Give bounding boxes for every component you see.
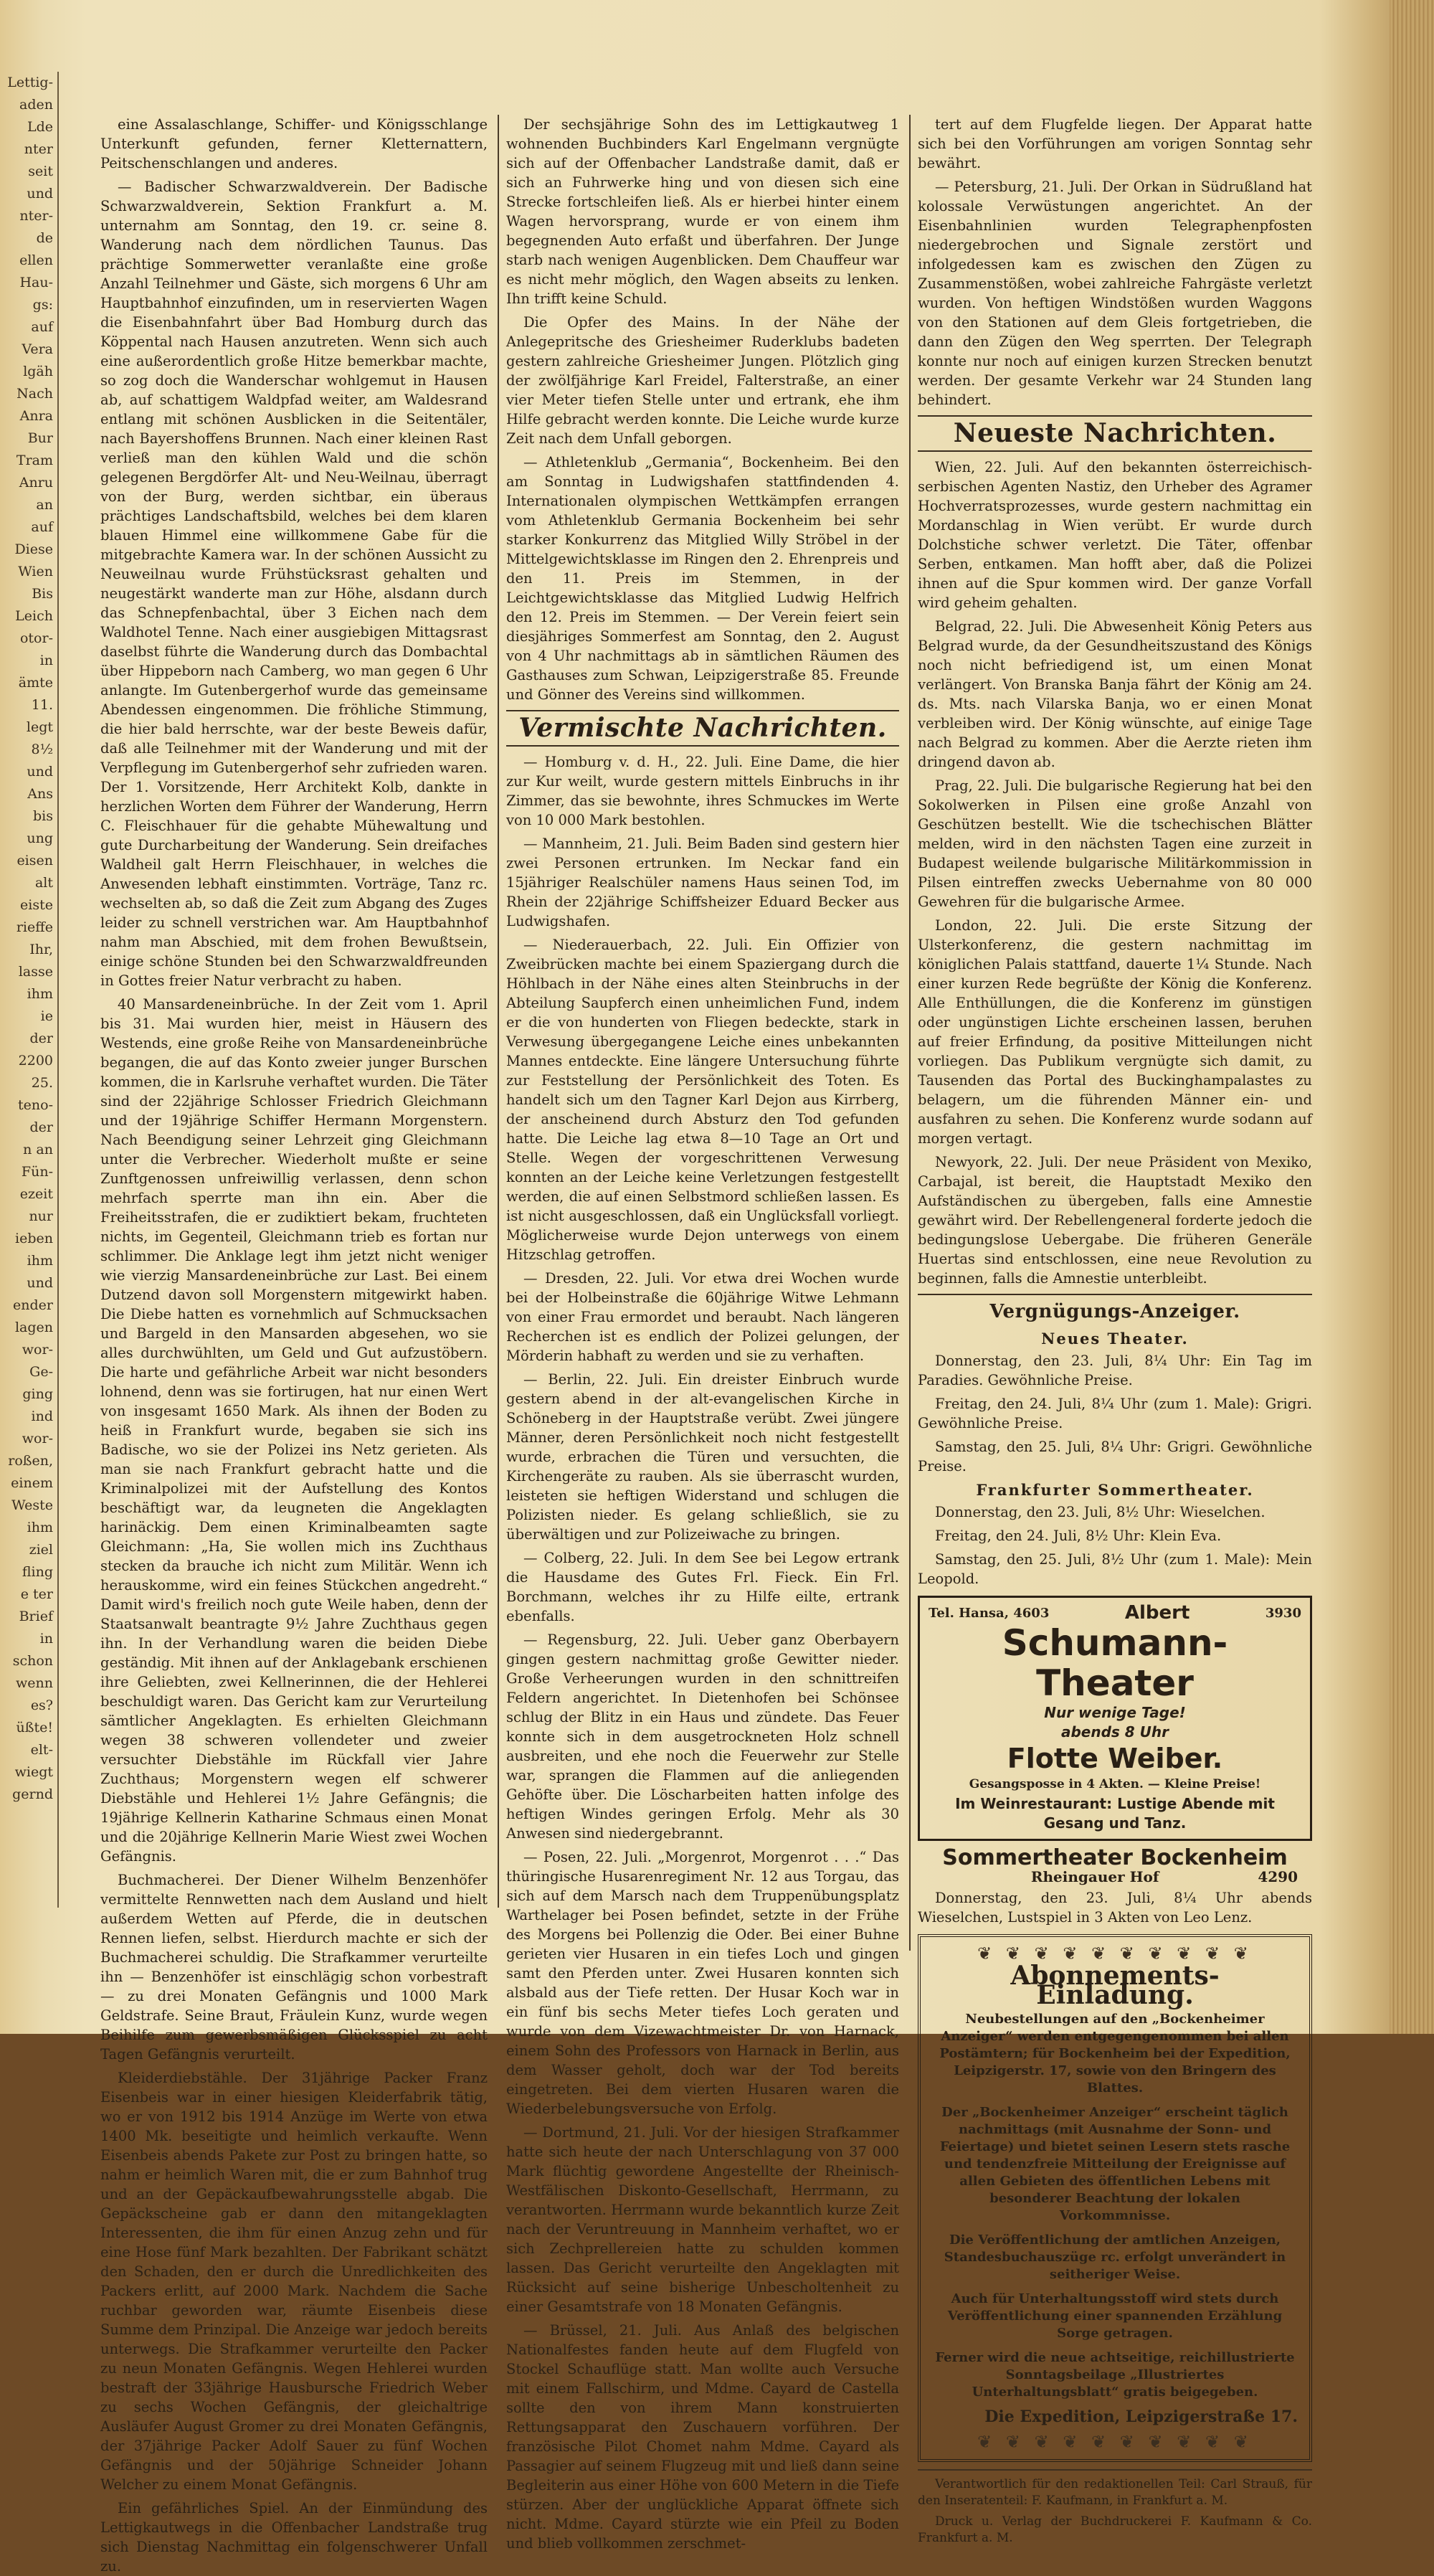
previous-page-word: ihm — [27, 1520, 53, 1535]
ad2-number: 4290 — [1258, 1868, 1298, 1885]
news-item: — Niederauerbach, 22. Juli. Ein Offizier von Zweibrücken machte bei einem Spaziergang durch die Höhlbach in der Nähe eines alten Steinbruchs in der Abteilung Saupferch einen unheimlichen Fund, indem er die von hunderten von Fliegen bedeckte, stark in Verwesung übergegangene Leiche eines unbekannten Mannes entdeckte. Eine längere Untersuchung führte zur Feststellung der Persönlichkeit des Toten. Es handelt sich um den Tagner Karl Dejon aus Kirrberg, der anscheinend durch Absturz den Tod gefunden hatte. Die Leiche lag etwa 8—10 Tage an Ort und Stelle. Wegen der vorgeschrittenen Verwesung konnten an der Leiche keine Verletzungen festgestellt werden, die auf einen Selbstmord schließen lassen. Es ist nicht ausgeschlossen, daß ein Unglücksfall vorliegt. Möglicherweise wurde Dejon unterwegs von einem Hitzschlag getroffen. — [506, 937, 899, 1263]
subscription-paragraph: Der „Bockenheimer Anzeiger“ erscheint täglich nachmittags (mit Ausnahme der Sonn- und Feiertage) und bietet seinen Lesern stets rasche und tendenzfreie Mitteilung der Ereignisse auf allen Gebieten des öffentlichen Lebens mit besonderer Beachtung der lokalen Vorkommnisse. — [939, 2105, 1291, 2223]
ornament-border: ❦ ❦ ❦ ❦ ❦ ❦ ❦ ❦ ❦ ❦ — [977, 1943, 1253, 1964]
theater-name-neues: Neues Theater. — [1041, 1330, 1189, 1348]
previous-page-word: Anra — [19, 408, 53, 424]
previous-page-word: ung — [27, 830, 53, 846]
ad-line1: Albert — [1124, 1602, 1190, 1624]
program-line: Freitag, den 24. Juli, 8½ Uhr: Klein Eva. — [935, 1528, 1222, 1544]
previous-page-word: wiegt — [14, 1764, 53, 1780]
subscription-paragraph: Die Veröffentlichung der amtlichen Anzeigen, Standesbuchauszüge rc. erfolgt unverändert in seitheriger Weise. — [944, 2232, 1286, 2282]
subscription-paragraph: Neubestellungen auf den „Bockenheimer Anzeiger“ werden entgegengenommen bei allen Postämtern; für Bockenheim bei der Expedition, Leipzigerstr. 17, sowie von den Bringern des Blattes. — [939, 2012, 1291, 2096]
section-rule — [506, 710, 899, 711]
news-item: Belgrad, 22. Juli. Die Abwesenheit König Peters aus Belgrad wurde, da der Gesundheitszustand des Königs noch nicht befriedigend ist, um einen Monat verlängert. Von Branska Banja fährt der König am 24. ds. Mts. nach Vilarska Banja, wo er einen Monat verbleiben wird. Der König wünschte, auf einige Tage nach Belgrad zu kommen. Aber die Aerzte rieten ihm dringend davon ab. — [918, 618, 1312, 770]
program-line: Freitag, den 24. Juli, 8¼ Uhr (zum 1. Male): Grigri. Gewöhnliche Preise. — [918, 1396, 1312, 1431]
previous-page-word: nter- — [19, 208, 53, 224]
previous-page-word: lgäh — [23, 364, 53, 379]
program-line: Samstag, den 25. Juli, 8½ Uhr (zum 1. Male): Mein Leopold. — [918, 1551, 1312, 1587]
ad-schumann-theater — [918, 1596, 1312, 1841]
news-item: — Berlin, 22. Juli. Ein dreister Einbruch wurde gestern abend in der alt-evangelischen Kirche in Schöneberg in der Hauptstraße verübt. Zwei jüngere Männer, deren Persönlichkeit noch nicht festgestellt wurde, erbrachen die Türen und versuchten, die Kirchengeräte zu rauben. Als sie überrascht wurden, leisteten sie heftigen Widerstand und schlugen die Polizisten nieder. Es gelang schließlich, sie zu überwältigen und zur Polizeiwache zu bringen. — [506, 1371, 899, 1543]
previous-page-word: Ge- — [29, 1364, 53, 1380]
program-line: Samstag, den 25. Juli, 8¼ Uhr: Grigri. Gewöhnliche Preise. — [918, 1439, 1312, 1474]
previous-page-word: Fün- — [21, 1164, 53, 1180]
news-item: — Mannheim, 21. Juli. Beim Baden sind gestern hier zwei Personen ertrunken. Im Neckar fand ein 15jähriger Realschüler namens Haus seinen Tod, im Rhein der 22jährige Schiffsheizer Eduard Becker aus Ludwigshafen. — [506, 835, 899, 929]
imprint — [918, 2476, 1312, 2547]
section-rule — [918, 2469, 1312, 2471]
previous-page-word: rieffe — [16, 919, 53, 935]
ad2-text: Donnerstag, den 23. Juli, 8¼ Uhr abends Wieselchen, Lustspiel in 3 Akten von Leo Lenz. — [918, 1890, 1312, 1926]
previous-page-word: wenn — [16, 1675, 53, 1691]
subscription-paragraph: Auch für Unterhaltungsstoff wird stets durch Veröffentlichung einer spannenden Erzählung Sorge getragen. — [947, 2291, 1283, 2341]
previous-page-word: der — [29, 1119, 53, 1135]
ad-sommertheater-bockenheim — [918, 1845, 1312, 1927]
previous-page-word: nter — [24, 141, 53, 157]
previous-page-word: schon — [12, 1653, 53, 1669]
subscription-box — [918, 1934, 1312, 2462]
ad2-sub: Rheingauer Hof — [1030, 1868, 1159, 1885]
ad-description: Gesangsposse in 4 Akten. — Kleine Preise! — [969, 1777, 1261, 1791]
section-rule — [918, 1294, 1312, 1295]
ad-telephone: Tel. Hansa, 4603 — [929, 1606, 1050, 1621]
previous-page-word: ie — [40, 1008, 53, 1024]
news-item: Wien, 22. Juli. Auf den bekannten österreichisch-serbischen Agenten Nastiz, den Urheber des Agramer Hochverratsprozesses, wurde gestern nachmittag ein Mordanschlag in Wien verübt. Er wurde durch Dolchstiche schwer verletzt. Die Täter, offenbar Serben, entkamen. Man hofft aber, daß die Polizei ihnen auf die Spur kommen wird. Der ganze Vorfall wird geheim gehalten. — [918, 459, 1312, 611]
news-item: Newyork, 22. Juli. Der neue Präsident von Mexiko, Carbajal, ist bereit, die Hauptstadt Mexiko den Aufständischen zu übergeben, falls eine Amnestie gewährt wird. Der Rebellengeneral forderte jedoch die bedingungslose Uebergabe. Die früheren Generäle Huertas sind entschlossen, eine neue Revolution zu beginnen, falls die Amnestie unterbleibt. — [918, 1154, 1312, 1287]
previous-page-word: Ans — [27, 786, 53, 802]
previous-page-word: in — [39, 1631, 53, 1647]
previous-page-word: Nach — [16, 386, 53, 402]
program-line: Donnerstag, den 23. Juli, 8¼ Uhr: Ein Tag im Paradies. Gewöhnliche Preise. — [918, 1353, 1312, 1388]
previous-page-word: ender — [13, 1297, 53, 1313]
column-2 — [506, 115, 899, 2552]
previous-page-word: nur — [29, 1208, 53, 1224]
previous-page-word: ihm — [27, 986, 53, 1002]
article-paragraph: Buchmacherei. Der Diener Wilhelm Benzenhöfer vermittelte Rennwetten nach dem Ausland und hielt außerdem Wetten auf Pferde, die in deutschen Rennen liefen, selbst. Hierdurch machte er sich der Buchmacherei schuldig. Die Strafkammer verurteilte ihn — Benzenhöfer ist einschlägig schon vorbestraft — zu drei Monaten Gefängnis und 1000 Mark Geldstrafe. Seine Braut, Fräulein Kunz, wurde wegen Beihilfe zum gewerbsmäßigen Glücksspiel zu acht Tagen Gefängnis verurteilt. — [100, 1872, 488, 2063]
imprint-line: Verantwortlich für den redaktionellen Teil: Carl Strauß, für den Inseratenteil: F. Kaufmann, in Frankfurt a. M. — [918, 2477, 1312, 2508]
previous-page-word: wor- — [22, 1342, 53, 1358]
previous-page-word: Diese — [14, 541, 53, 557]
previous-page-word: e ter — [20, 1586, 53, 1602]
news-item: London, 22. Juli. Die erste Sitzung der Ulsterkonferenz, die gestern nachmittag im königlichen Palais stattfand, dauerte 1¼ Stunde. Nach einer kurzen Rede begrüßte der König die Konferenz. Alle Enthüllungen, die die Konferenz im günstigen oder ungünstigen Lichte erscheinen lassen, beruhen auf freier Erfindung, da positive Mitteilungen nicht vorliegen. Das Publikum vergnügte sich damit, zu Tausenden das Portal des Buckinghampalastes zu belagern, um die führenden Männer ein- und ausfahren zu sehen. Die Konferenz wurde sodann auf morgen vertagt. — [918, 917, 1312, 1147]
previous-page-word: ezeit — [19, 1186, 53, 1202]
previous-page-word: elt- — [30, 1742, 53, 1758]
column-3 — [918, 115, 1312, 2545]
article-paragraph: Ein gefährliches Spiel. An der Einmündung des Lettigkautwegs in die Offenbacher Landstraße trug sich Dienstag Nachmittag ein folgenschwerer Unfall zu. — [100, 2500, 488, 2575]
article-paragraph: Die Opfer des Mains. In der Nähe der Anlegepritsche des Griesheimer Ruderklubs badeten gestern zahlreiche Griesheimer Jungen. Plötzlich ging der zwölfjährige Karl Freidel, Falterstraße, an einer vier Meter tiefen Stelle unter und ertrank, ehe ihm Hilfe gebracht werden konnte. Die Leiche wurde kurze Zeit nach dem Unfall geborgen. — [506, 314, 899, 447]
article-paragraph: eine Assalaschlange, Schiffer- und Königsschlange Unterkunft gefunden, ferner Kletternattern, Peitschenschlangen und anderes. — [100, 116, 488, 171]
news-item: — Regensburg, 22. Juli. Ueber ganz Oberbayern gingen gestern nachmittag große Gewitter nieder. Große Verheerungen wurden in den schnittreifen Feldern angerichtet. In Dietenhofen bei Schönsee schlug der Blitz in ein Haus und zündete. Das Feuer konnte sich in dem ausgetrockneten Holz schnell ausbreiten, und ehe noch die Feuerwehr zur Stelle war, sprangen die Flammen auf die anliegenden Gehöfte über. Die Löscharbeiten hatten infolge des heftigen Windes geringen Erfolg. Mehr als 30 Anwesen sind niedergebrannt. — [506, 1632, 899, 1842]
previous-page-word: roßen, — [8, 1453, 53, 1469]
news-item: — Posen, 22. Juli. „Morgenrot, Morgenrot . . .“ Das thüringische Husarenregiment Nr. 12 aus Torgau, das sich auf dem Marsch nach dem Truppenübungsplatz Warthelager bei Posen befindet, setzte in der Frühe des Morgens bei Pollenzig die Oder. Bei einer Buhne gerieten vier Husaren in ein tiefes Loch und gingen samt den Pferden unter. Zwei Husaren konnten sich alsbald aus der Tiefe retten. Der Husar Koch war in ein fünf bis sechs Meter tiefes Loch geraten und wurde von dem Vizewachtmeister Dr. von Harnack, einem Sohn des Professors von Harnack in Berlin, aus dem Wasser geholt, doch war der Tod bereits eingetreten. Bei dem vierten Husaren waren die Wiederbelebungsversuche von Erfolg. — [506, 1849, 899, 2117]
previous-page-word: ziel — [29, 1542, 53, 1558]
article-paragraph: 40 Mansardeneinbrüche. In der Zeit vom 1. April bis 31. Mai wurden hier, meist in Häusern des Westends, eine große Reihe von Mansardeneinbrüche begangen, die auf das Konto zweier junger Burschen kommen, die in Karlsruhe verhaftet wurden. Die Täter sind der 22jährige Schlosser Friedrich Gleichmann und der 19jährige Schiffer Hermann Morgenstern. Nach Beendigung seiner Lehrzeit ging Gleichmann unter die Verbrecher. Wiederholt mußte er seine Zunftgenossen unfreiwillig verlassen, denn schon mehrfach sperrte man ihn ein. Aber die Freiheitsstrafen, die er zudiktiert bekam, fruchteten nichts, im Gegenteil, Gleichmann trieb es fortan nur schlimmer. Die Anklage legt ihm jetzt nicht weniger wie vierzig Mansardeneinbrüche zur Last. Bei einem Dutzend davon soll Morgenstern mitgewirkt haben. Die Diebe hatten es vornehmlich auf Schmucksachen und Bargeld in den Mansarden abgesehen, wo sie alles durchwühlten, um Geld und Gut aufzustöbern. Die harte und gefährliche Arbeit war nicht besonders lohnend, denn was sie fortirugen, hat nur einen Wert von insgesamt 1650 Mark. Als ihnen der Boden zu heiß in Frankfurt wurde, begaben sie sich ins Badische, wo sie der Polizei ins Netz gerieten. Als man sie nach Frankfurt gebracht hatte und die Kriminalpolizei mit der Aufstellung des Kontos beschäftigt war, da leugneten die Angeklagten harinäckig. Dem einen Kriminalbeamten sagte Gleichmann: „Ha, Sie wollen mich ins Zuchthaus stecken da brauche ich nicht zum Militär. Wenn ich herauskomme, wird ein feines Stückchen angedreht.“ Damit wird's freilich noch gute Weile haben, denn der Staatsanwalt beantragte 9½ Jahre Zuchthaus gegen ihn. In der Verhandlung waren die beiden Diebe geständig. Mit ihnen auf der Anklagebank erschienen ihre Geliebten, zwei Kellnerinnen, die der Hehlerei beschuldigt waren. Das Gericht kam zur Verurteilung sämtlicher Angeklagten. Es erhielten Gleichmann wegen 38 schweren vollendeter und zweier versuchter Diebstähle im Rückfall vier Jahre Zuchthaus; Morgenstern wegen elf schwerer Diebstähle und Hehlerei 1½ Jahre Gefängnis; die 19jährige Kellnerin Katharine Schmaus einen Monat und die 20jährige Kellnerin Marie Wiest zwei Wochen Gefängnis. — [100, 996, 488, 1865]
previous-page-word: auf — [31, 319, 53, 335]
previous-page-word: 11. — [31, 697, 53, 713]
section-rule — [918, 415, 1312, 417]
section-heading-neueste: Neueste Nachrichten. — [953, 418, 1277, 448]
previous-page-word: bis — [33, 808, 53, 824]
previous-page-word: Tram — [16, 453, 53, 468]
ad-bottom-line: Im Weinrestaurant: Lustige Abende mit Gesang und Tanz. — [955, 1795, 1275, 1832]
previous-page-word: eiste — [20, 897, 53, 913]
ad-sub2: abends 8 Uhr — [1060, 1723, 1169, 1741]
previous-page-word: der — [29, 1031, 53, 1046]
previous-page-word: üßte! — [16, 1720, 53, 1736]
previous-page-word: Leich — [15, 608, 53, 624]
previous-page-word: Bur — [27, 430, 53, 446]
previous-page-word: einem — [11, 1475, 53, 1491]
previous-page-word: gernd — [12, 1786, 53, 1802]
article-paragraph: Kleiderdiebstähle. Der 31jährige Packer Franz Eisenbeis war in einer hiesigen Kleiderfabrik tätig, wo er von 1912 bis 1914 Anzüge im Werte von etwa 1400 Mk. beseitigte und heimlich verkaufte. Wenn Eisenbeis abends Pakete zur Post zu bringen hatte, so nahm er heimlich Waren mit, die er zum Bahnhof trug und an der Gepäckaufbewahrungsstelle abgab. Die Gepäckscheine gab er dann den mitangeklagten Interessenten, die ihm für einen Anzug zehn und für eine Hose fünf Mark bezahlten. Der Fabrikant schätzt den Schaden, den er durch die Unredlichkeiten des Packers erlitt, auf 2000 Mark. Nachdem die Sache ruchbar geworden war, räumte Eisenbeis diese Summe dem Prinzipal. Die Anzeige war jedoch bereits unterwegs. Die Strafkammer verurteilte den Packer zu neun Monaten Gefängnis. Wegen Hehlerei wurden bestraft der 33jährige Hausbursche Friedrich Weber zu sechs Wochen Gefängnis, der gleichaltrige Ausläufer August Gromer zu drei Monaten Gefängnis, der 37jährige Packer Adolf Sauer zu fünf Wochen Gefängnis und der 50jährige Schneider Johann Welcher zu einem Monat Gefängnis. — [100, 2070, 488, 2493]
ad-sub1: Nur wenige Tage! — [1044, 1704, 1186, 1721]
previous-page-word: lagen — [14, 1320, 53, 1335]
imprint-line: Druck u. Verlag der Buchdruckerei F. Kaufmann & Co. Frankfurt a. M. — [918, 2514, 1312, 2545]
ad2-brand: Sommertheater Bockenheim — [942, 1845, 1288, 1870]
section-heading-vermischte: Vermischte Nachrichten. — [518, 713, 887, 743]
previous-page-word: es? — [30, 1697, 53, 1713]
article-paragraph: — Badischer Schwarzwaldverein. Der Badische Schwarzwaldverein, Sektion Frankfurt a. M. unternahm am Sonntag, den 19. cr. seine 8. Wanderung nach dem nördlichen Taunus. Das prächtige Sommerwetter veranlaßte eine große Anzahl Teilnehmer und Gäste, sich morgens 6 Uhr am Hauptbahnhof einzufinden, um in reservierten Wagen die Eisenbahnfahrt über Bad Homburg durch das Köppental nach Hausen anzutreten. Wenn sich auch eine außerordentlich große Hitze bemerkbar machte, so zog doch die Wanderschar wohlgemut in Hausen ab, auf schattigem Waldpfad weiter, am Waldesrand entlang mit schönen Ausblicken in die Seitentäler, nach Bayershoffens Brunnen. Nach einer kleinen Rast verließ man den kühlen Wald und die schön gelegenen Bergdörfer Alt- und Neu-Weilnau, überragt von der Burg, werden sichtbar, ein überaus prächtiges Landschaftsbild, welches bei dem klaren blauen Himmel eine willkommene Gabe für die mitgebrachte Kamera war. In der schönen Aussicht zu Neuweilnau wurde Frühstücksrast gehalten und neugestärkt wanderte man zur Höhe, alsdann durch das Schnepfenbachtal, über 3 Eichen nach dem Waldhotel Tenne. Nach einer ausgiebigen Mittagsrast daselbst führte die Wanderung durch das Dombachtal über Hippeborn nach Camberg, wo man gegen 6 Uhr anlangte. Im Gutenbergerhof wurde das gemeinsame Abendessen eingenommen. Die fröhliche Stimmung, die hier bald herrschte, war der beste Beweis dafür, daß alle Teilnehmer mit der Wanderung und mit der Verpflegung im Gutenbergerhof sehr zufrieden waren. Der 1. Vorsitzende, Herr Architekt Kolb, dankte in herzlichen Worten dem Führer der Wanderung, Herrn C. Fleischhauer für die gehabte Mühewaltung und gute Durcharbeitung der Wanderung. Sein dreifaches Waldheil galt Herrn Fleischhauer, in welches die Anwesenden lebhaft einstimmten. Vorträge, Tanz rc. wechselten ab, so daß die Zeit zum Abgang des Zuges leider zu schnell verstrichen war. Am Hauptbahnhof nahm man Abschied, mit dem frohen Bewußtsein, einige schöne Stunden bei den Schwarzwaldfreunden in Gottes freier Natur verbracht zu haben. — [100, 179, 488, 989]
previous-page-word: fling — [22, 1564, 53, 1580]
previous-page-word: an — [36, 497, 53, 513]
previous-page-word: n an — [23, 1142, 53, 1157]
previous-page-word: Hau- — [19, 275, 53, 290]
news-item: — Brüssel, 21. Juli. Aus Anlaß des belgischen Nationalfestes fanden heute auf dem Flugfeld von Stockel Schauflüge statt. Man wollte auch Versuche mit einem Fallschirm, und Mdme. Cayard de Castella sollte den von ihrem Mann konstruierten Rettungsapparat den Zuschauern vorführen. Der französische Pilot Chomet nahm Mdme. Cayard als Passagier auf seinem Flugzeug mit und ließ dann seine Begleiterin aus einer Höhe von 600 Metern in die Tiefe stürzen. Aber der unglückliche Apparat öffnete sich nicht. Mdme. Cayard stürzte wie ein Pfeil zu Boden und blieb vollkommen zerschmet- — [506, 2322, 899, 2552]
column-divider — [498, 115, 499, 1908]
previous-page-word: und — [27, 764, 53, 780]
previous-page-word: ging — [22, 1386, 53, 1402]
previous-page-word: Bis — [32, 586, 53, 602]
previous-page-word: ieben — [15, 1231, 53, 1246]
section-heading-vergnuegungen: Vergnügungs-Anzeiger. — [989, 1301, 1240, 1322]
section-rule — [918, 450, 1312, 452]
column-divider — [909, 115, 911, 1951]
previous-page-word: Lettig- — [7, 75, 53, 90]
previous-page-word: 25. — [31, 1075, 53, 1091]
previous-page-word: auf — [31, 519, 53, 535]
previous-page-word: und — [27, 186, 53, 202]
previous-page-word: lasse — [18, 964, 53, 980]
news-item: — Homburg v. d. H., 22. Juli. Eine Dame, die hier zur Kur weilt, wurde gestern mittels Einbruchs in ihr Zimmer, das sie bewohnte, ihres Schmuckes im Werte von 10 000 Mark bestohlen. — [506, 754, 899, 828]
news-item: — Petersburg, 21. Juli. Der Orkan in Südrußland hat kolossale Verwüstungen angerichtet. An der Eisenbahnlinien wurden Telegraphenpfosten niedergebrochen und Signale zerstört und infolgedessen kam es zwischen den Zügen zu Zusammenstößen, wobei zahlreiche Fahrgäste verletzt wurden. Von heftigen Windstößen wurden Waggons von den Stationen auf dem Gleis fortgetrieben, die dann den Zügen den Weg sperrten. Der Telegraph konnte nur noch auf einigen kurzen Strecken benutzt werden. Der gesamte Verkehr war 24 Stunden lang behindert. — [918, 179, 1312, 408]
ad-number: 3930 — [1265, 1606, 1301, 1621]
previous-page-word: gs: — [32, 297, 53, 313]
news-item: tert auf dem Flugfelde liegen. Der Apparat hatte sich bei den Vorführungen am vorigen Sonntag sehr bewährt. — [918, 116, 1312, 171]
previous-page-word: Ihr, — [29, 942, 53, 957]
previous-page-word: aden — [19, 97, 53, 113]
subscription-paragraph: Ferner wird die neue achtseitige, reichillustrierte Sonntagsbeilage „Illustriertes Unterhaltungsblatt“ gratis beigegeben. — [935, 2350, 1295, 2400]
previous-page-word: eisen — [16, 853, 53, 868]
previous-page-word: Anru — [19, 475, 53, 491]
previous-page-word: seit — [28, 164, 53, 179]
news-item: — Dresden, 22. Juli. Vor etwa drei Wochen wurde bei der Holbeinstraße die 60jährige Witwe Lehmann von einer Frau ermordet und beraubt. Nach längeren Recherchen ist es endlich der Polizei gelungen, der Mörderin habhaft zu werden und sie zu verhaften. — [506, 1270, 899, 1364]
previous-page-word: alt — [34, 875, 53, 891]
article-paragraph: — Athletenklub „Germania“, Bockenheim. Bei den am Sonntag in Ludwigshafen stattfindenden 4. Internationalen olympischen Wettkämpfen errangen vom Athletenklub Germania Bockenheim bei sehr starker Konkurrenz das Mitglied Willy Ströbel in der Mittelgewichtsklasse im Ringen den 2. Ehrenpreis und den 11. Preis im Stemmen, in der Leichtgewichtsklasse das Mitglied Ludwig Helfrich den 12. Preis im Stemmen. — Der Verein feiert sein diesjähriges Sommerfest am Sonntag, den 2. August von 4 Uhr nachmittags ab in sämtlichen Räumen des Gasthauses zum Schwan, Leipzigerstraße 85. Freunde und Gönner des Vereins sind willkommen. — [506, 454, 899, 703]
previous-page-word: otor- — [19, 630, 53, 646]
theater-name-sommer: Frankfurter Sommertheater. — [976, 1481, 1254, 1499]
previous-page-word: Vera — [22, 341, 53, 357]
previous-page-word: de — [36, 230, 53, 246]
column-1 — [100, 115, 488, 2575]
ad-play-title: Flotte Weiber. — [1007, 1743, 1223, 1774]
previous-page-word: ellen — [19, 252, 53, 268]
article-paragraph: Der sechsjährige Sohn des im Lettigkautweg 1 wohnenden Buchbinders Karl Engelmann vergnügte sich auf der Offenbacher Landstraße damit, daß er sich an Fuhrwerke hing und von diesen sich eine Strecke fortschleifen ließ. Als er hierbei hinter einem Wagen hervorsprang, wurde er von einem ihm begegnenden Auto erfaßt und überfahren. Der Junge starb nach wenigen Augenblicken. Dem Chauffeur war es nicht mehr möglich, den Wagen abseits zu lenken. Ihn trifft keine Schuld. — [506, 116, 899, 307]
book-edge — [1390, 0, 1434, 2034]
previous-page-word: ihm — [27, 1253, 53, 1269]
section-rule — [506, 745, 899, 747]
previous-page-word: teno- — [18, 1097, 53, 1113]
previous-page-word: 2200 — [18, 1053, 53, 1069]
previous-page-word: legt — [26, 719, 53, 735]
ornament-border: ❦ ❦ ❦ ❦ ❦ ❦ ❦ ❦ ❦ ❦ — [977, 2432, 1253, 2452]
previous-page-word: Wien — [18, 564, 53, 579]
program-line: Donnerstag, den 23. Juli, 8½ Uhr: Wieselchen. — [935, 1504, 1266, 1520]
previous-page-word: Brief — [19, 1609, 53, 1624]
news-item: Prag, 22. Juli. Die bulgarische Regierung hat bei den Sokolwerken in Pilsen eine große Anzahl von Geschützen bestellt. Wie die tschechischen Blätter melden, wird in den nächsten Tagen eine zurzeit in Budapest weilende bulgarische Militärkommission in Pilsen eintreffen zwecks Uebernahme von 80 000 Gewehren für die bulgarische Armee. — [918, 777, 1312, 910]
previous-page-word: und — [27, 1275, 53, 1291]
subscription-signature: Die Expedition, Leipzigerstraße 17. — [984, 2407, 1298, 2426]
previous-page-word: Lde — [27, 119, 53, 135]
news-item: — Colberg, 22. Juli. In dem See bei Legow ertrank die Hausdame des Gutes Frl. Fieck. Ein Frl. Borchmann, welches ihr zu Hilfe eilte, ertrank ebenfalls. — [506, 1550, 899, 1624]
ad-brand: Schumann-Theater — [1002, 1622, 1228, 1704]
previous-page-word: ind — [31, 1408, 53, 1424]
previous-page-word: wor- — [22, 1431, 53, 1446]
subscription-title: Abonnements-Einladung. — [1010, 1961, 1220, 2010]
previous-page-word: ämte — [18, 675, 53, 691]
news-item: — Dortmund, 21. Juli. Vor der hiesigen Strafkammer hatte sich heute der nach Unterschlagung von 37 000 Mark flüchtig gewordene Angestellte der Rheinisch-Westfälischen Diskonto-Gesellschaft, Herrmann, zu verantworten. Herrmann wurde bekanntlich kurze Zeit nach der Veruntreuung in Mannheim verhaftet, wo er sich Zechprellereien hatte zu schulden kommen lassen. Das Gericht verurteilte den Angeklagten mit Rücksicht auf seine bisherige Unbescholtenheit zu einer Gesamtstrafe von 18 Monaten Gefängnis. — [506, 2124, 899, 2315]
previous-page-word: Weste — [11, 1497, 53, 1513]
previous-page-word: 8½ — [31, 742, 53, 757]
previous-page-word: in — [39, 653, 53, 668]
previous-page-strip — [0, 72, 59, 1908]
